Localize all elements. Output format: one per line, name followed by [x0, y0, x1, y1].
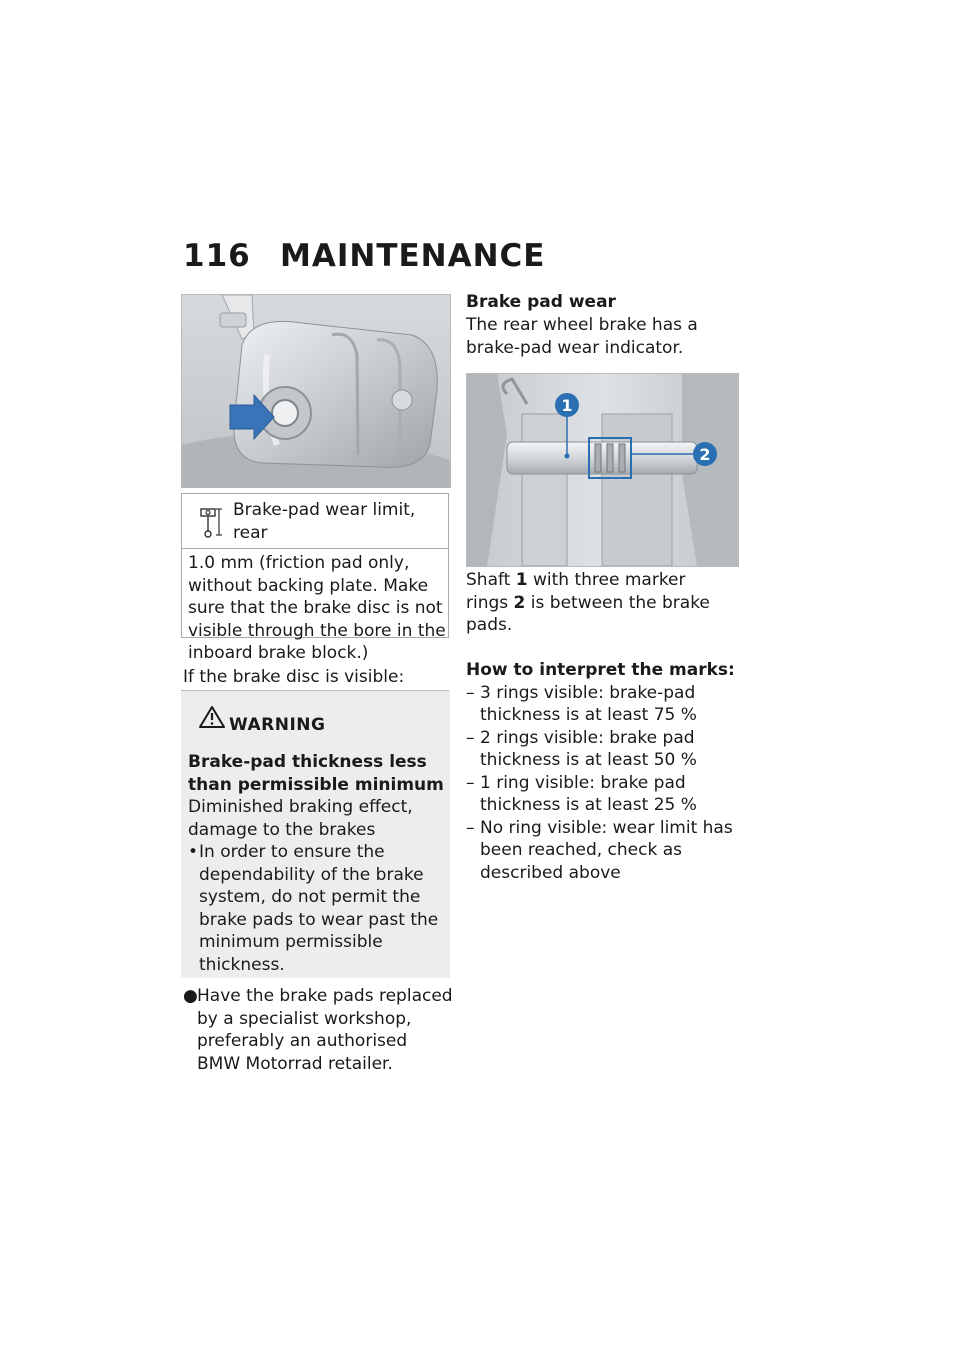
dash-icon: –: [466, 817, 475, 838]
dash-icon: –: [466, 727, 475, 748]
action-text: Have the brake pads replaced by a specialist workshop, preferably an authorised BMW Motorrad retailer.: [197, 986, 453, 1074]
bullet-icon: •: [188, 842, 199, 862]
callout-label-1: 1: [561, 396, 573, 415]
mark-item: [466, 817, 741, 885]
spec-label: Brake-pad wear limit, rear: [233, 500, 416, 543]
wear-limit-gauge-icon: [200, 505, 224, 539]
mark-text: 2 rings visible: brake pad thickness is at least 50 %: [480, 727, 697, 770]
section-title: MAINTENANCE: [280, 238, 546, 274]
warning-heading: Brake-pad thickness less than permissible minimum: [188, 752, 444, 795]
caption-num-1: 1: [515, 570, 528, 590]
mark-text: No ring visible: wear limit has been reached, check as described above: [480, 817, 733, 883]
marks-heading: How to interpret the marks:: [466, 660, 735, 680]
caption-num-2: 2: [513, 592, 526, 613]
warning-bullet-text: In order to ensure the dependability of the brake system, do not permit the brake pads to wear past the minimum permissible thickness.: [199, 842, 439, 975]
callout-label-2: 2: [699, 445, 711, 464]
mark-text: 3 rings visible: brake-pad thickness is at least 75 %: [480, 682, 697, 725]
mark-text: 1 ring visible: brake pad thickness is at least 25 %: [480, 772, 697, 815]
mark-item: [466, 682, 741, 727]
warning-consequence: Diminished braking effect, damage to the brakes: [188, 797, 413, 840]
spec-header-row: [182, 494, 448, 549]
caption-part-1: Shaft: [466, 570, 511, 590]
warning-bullet: [188, 841, 446, 976]
caption-part-2: with three marker rings: [466, 570, 686, 613]
spec-value: 1.0 mm (friction pad only, without backing plate. Make sure that the brake disc is not visible through the bore in the inboard brake block.): [188, 553, 446, 663]
dash-icon: –: [466, 772, 475, 793]
wear-limit-spec-box: [181, 493, 449, 663]
figure-caption: [466, 569, 721, 637]
marks-section: [466, 659, 741, 884]
warning-title: WARNING: [229, 715, 326, 735]
mark-item: [466, 772, 741, 817]
action-bullet-icon: ●: [183, 986, 198, 1006]
warning-box: [181, 691, 450, 978]
wear-indicator-figure: [466, 373, 739, 567]
brake-caliper-figure: [181, 294, 451, 488]
dash-icon: –: [466, 682, 475, 703]
caption-part-3: is between the brake pads.: [466, 592, 710, 635]
page-number: 116: [183, 238, 251, 274]
page-header: [183, 238, 545, 274]
mark-item: [466, 727, 741, 772]
warning-triangle-icon: [199, 705, 225, 729]
action-item: [183, 985, 453, 1075]
brake-pad-wear-intro: The rear wheel brake has a brake-pad wear indicator.: [466, 315, 698, 358]
brake-pad-wear-heading: Brake pad wear: [466, 292, 616, 312]
condition-text: If the brake disc is visible:: [183, 667, 405, 687]
